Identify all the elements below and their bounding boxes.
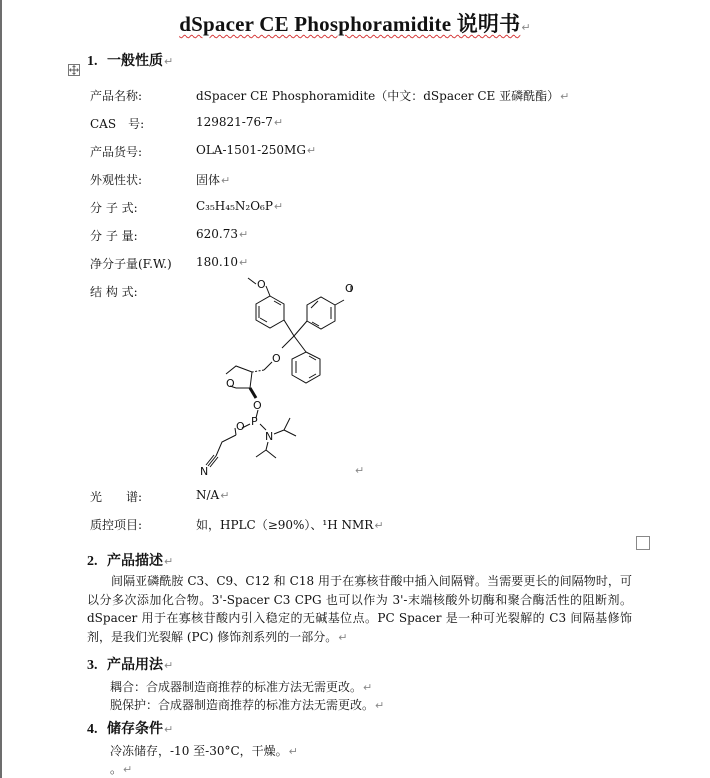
- atom-label: O: [226, 377, 235, 390]
- property-label: 分 子 式:: [90, 201, 138, 215]
- atom-label: O: [272, 352, 281, 365]
- paragraph-mark: ↵: [355, 464, 365, 477]
- spectrum-label: 光 谱:: [90, 490, 143, 504]
- property-value: 180.10↵: [196, 255, 249, 269]
- description-paragraph: 间隔亚磷酰胺 C3、C9、C12 和 C18 用于在寡核苷酸中插入间隔臂。当需要更长的间隔物时，可以分多次添加化合物。3'-Spacer C3 CPG 也可以作为 3'-末端核酸外切酶和聚合酶活性的阻断剂。dSpacer 用于在寡核苷酸内引入稳定的无碱基位点。PC Spacer 是一种可光裂解的 C3 间隔基修饰剂，是我们光裂解 (PC) 修饰剂系列的一部分。↵: [87, 574, 632, 644]
- property-label: CAS 号:: [90, 117, 145, 131]
- section-heading-description: 2. 产品描述↵: [87, 554, 174, 569]
- atom-label: O: [253, 399, 262, 412]
- atom-label: O: [236, 420, 245, 433]
- section-title: 储存条件: [107, 722, 163, 737]
- quality-value: 如，HPLC（≥90%）、¹H NMR↵: [196, 518, 384, 532]
- property-label: 外观性状:: [90, 173, 143, 187]
- paragraph-mark: ↵: [521, 21, 531, 34]
- storage-line-2: 。↵: [110, 762, 133, 776]
- section-title: 产品描述: [107, 554, 163, 569]
- quality-label: 质控项目:: [90, 518, 143, 532]
- usage-deprotection: 脱保护：合成器制造商推荐的标准方法无需更改。↵: [110, 698, 385, 712]
- property-label: 产品货号:: [90, 145, 143, 159]
- chemical-structure: [190, 272, 370, 477]
- section-heading-general: 1. 一般性质↵: [87, 54, 174, 69]
- page-edge: [0, 0, 2, 778]
- property-value: 固体↵: [196, 173, 231, 187]
- usage-coupling: 耦合：合成器制造商推荐的标准方法无需更改。↵: [110, 680, 373, 694]
- property-value: dSpacer CE Phosphoramidite（中文：dSpacer CE 亚磷酰酯）↵: [196, 89, 570, 103]
- atom-label: N: [265, 430, 274, 443]
- property-label: 结 构 式:: [90, 285, 138, 299]
- property-value: OLA-1501-250MG↵: [196, 143, 317, 157]
- property-value: 620.73↵: [196, 227, 249, 241]
- title-text: dSpacer CE Phosphoramidite 说明书: [179, 12, 521, 36]
- section-heading-storage: 4. 储存条件↵: [87, 722, 174, 737]
- property-label: 产品名称:: [90, 89, 143, 103]
- atom-label: O: [345, 282, 354, 295]
- property-value: C₃₅H₄₅N₂O₆P↵: [196, 199, 284, 213]
- property-label: 分 子 量:: [90, 229, 138, 243]
- table-resize-handle[interactable]: [636, 536, 650, 550]
- property-value: 129821-76-7↵: [196, 115, 284, 129]
- spectrum-value: N/A↵: [196, 488, 230, 502]
- storage-line: 冷冻储存，-10 至-30°C，干燥。↵: [110, 744, 298, 758]
- table-move-handle-icon[interactable]: [68, 64, 80, 76]
- atom-label: O: [257, 278, 266, 291]
- section-heading-usage: 3. 产品用法↵: [87, 658, 174, 673]
- property-label: 净分子量(F.W.): [90, 257, 172, 271]
- atom-label: P: [251, 415, 258, 428]
- document-title: [0, 8, 710, 38]
- atom-label: N: [200, 465, 209, 477]
- section-title: 产品用法: [107, 658, 163, 673]
- section-title: 一般性质: [107, 54, 163, 69]
